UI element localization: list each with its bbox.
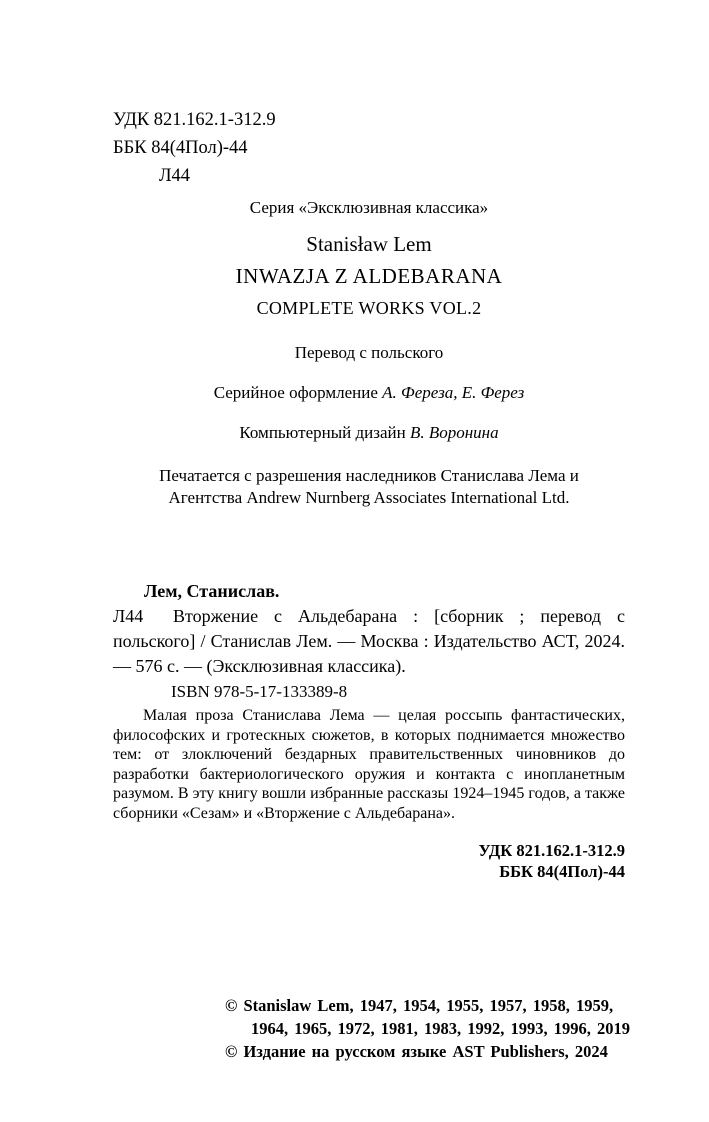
catalog-entry-block — [113, 604, 625, 679]
serial-design-names: А. Фереза, Е. Ферез — [382, 383, 525, 402]
bbk-top: ББК 84(4Пол)-44 — [113, 138, 248, 158]
permission-line-1: Печатается с разрешения наследников Станислава Лема и — [159, 466, 579, 485]
copyright-author-line: © Stanislaw Lem, 1947, 1954, 1955, 1957, 1958, 1959, 1964, 1965, 1972, 1981, 1983, 1992, 1993, 1996, 2019 — [225, 995, 630, 1038]
permission-line-2: Агентства Andrew Nurnberg Associates International Ltd. — [168, 488, 570, 507]
computer-design-name: В. Воронина — [409, 423, 499, 442]
isbn-line: ISBN 978-5-17-133389-8 — [171, 682, 348, 701]
computer-design-label: Компьютерный дизайн — [239, 423, 410, 442]
catalog-heading: Лем, Станислав. — [144, 581, 280, 601]
catalog-entry: Вторжение с Альдебарана : [сборник ; перевод с польского] / Станислав Лем. — Москва : Издательство АСТ, 2024. — 576 с. — (Эксклюзивная классика). — [113, 606, 625, 676]
translation-note: Перевод с польского — [294, 343, 444, 362]
book-title: INWAZJA Z ALDEBARANA — [235, 264, 503, 288]
serial-design-line — [113, 383, 625, 403]
copyright-block — [225, 994, 637, 1063]
bbk-bottom: ББК 84(4Пол)-44 — [499, 861, 625, 881]
page-content — [113, 106, 630, 1063]
bibliographic-codes-bottom — [113, 840, 625, 882]
series-line: Серия «Эксклюзивная классика» — [249, 198, 489, 217]
udk-bottom: УДК 821.162.1-312.9 — [478, 840, 625, 860]
annotation-text: Малая проза Станислава Лема — целая россыпь фантастических, философских и гротескных сюжетов, в которых поднимается множество тем: от злоключений бездарных правительственных чиновников до разработки бактериологического оружия и контакта с инопланетным разумом. В эту книгу вошли избранные рассказы 1924–1945 годов, а также сборники «Сезам» и «Вторжение с Альдебарана». — [113, 707, 625, 822]
copyright-russian-edition-line: © Издание на русском языке AST Publishers, 2024 — [225, 1041, 608, 1061]
author-code-top: Л44 — [159, 166, 191, 186]
book-subtitle: COMPLETE WORKS VOL.2 — [256, 298, 482, 318]
udk-top: УДК 821.162.1-312.9 — [113, 110, 276, 130]
bibliographic-codes-top — [113, 106, 625, 190]
catalog-author-code: Л44 — [113, 606, 144, 626]
serial-design-label: Серийное оформление — [213, 383, 383, 402]
permission-note — [113, 465, 625, 509]
computer-design-line — [113, 423, 625, 443]
book-author: Stanisław Lem — [306, 232, 432, 256]
